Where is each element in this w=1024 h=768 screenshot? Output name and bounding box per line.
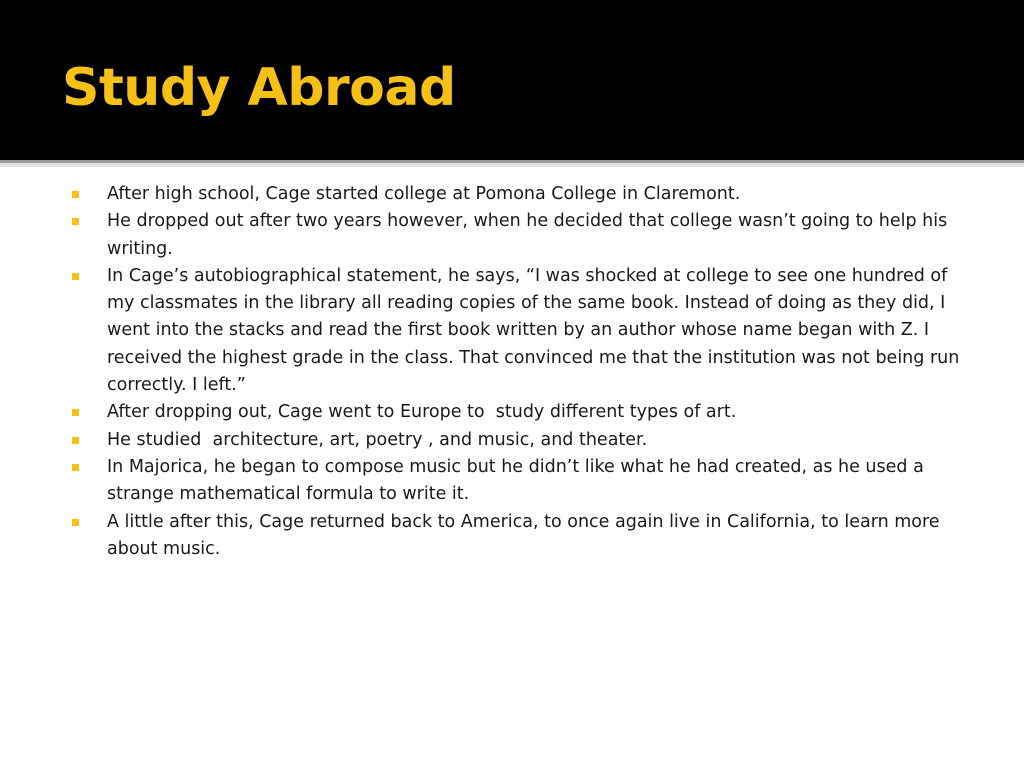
bullet-text: He studied architecture, art, poetry , and music, and theater. — [107, 429, 648, 450]
bullet-item — [72, 399, 972, 426]
bullet-text: He dropped out after two years however, when he decided that college wasn’t going to help his writing. — [107, 211, 953, 259]
square-bullet-icon — [72, 409, 79, 416]
slide-title: Study Abroad — [62, 58, 456, 118]
square-bullet-icon — [72, 437, 79, 444]
bullet-text: After dropping out, Cage went to Europe to study different types of art. — [107, 402, 737, 423]
title-divider-shadow — [0, 163, 1024, 167]
bullet-list — [72, 181, 972, 563]
bullet-item — [72, 208, 972, 263]
bullet-item — [72, 263, 972, 399]
square-bullet-icon — [72, 273, 79, 280]
square-bullet-icon — [72, 218, 79, 225]
title-bar — [0, 0, 1024, 160]
square-bullet-icon — [72, 464, 79, 471]
bullet-item — [72, 427, 972, 454]
bullet-item — [72, 454, 972, 509]
bullet-text: A little after this, Cage returned back to America, to once again live in California, to learn more about music. — [107, 511, 946, 559]
bullet-item — [72, 181, 972, 208]
bullet-text: In Cage’s autobiographical statement, he says, “I was shocked at college to see one hundred of my classmates in the library all reading copies of the same book. Instead of doing as they did, I went into the stacks and read the first book written by an author whose name began with Z. I received the highest grade in the class. That convinced me that the institution was not being run correctly. I left.” — [107, 265, 965, 396]
bullet-text: After high school, Cage started college at Pomona College in Claremont. — [107, 184, 741, 204]
square-bullet-icon — [72, 519, 79, 526]
square-bullet-icon — [72, 191, 79, 198]
bullet-text: In Majorica, he began to compose music but he didn’t like what he had created, as he used a strange mathematical formula to write it. — [107, 456, 930, 505]
bullet-item — [72, 509, 972, 564]
